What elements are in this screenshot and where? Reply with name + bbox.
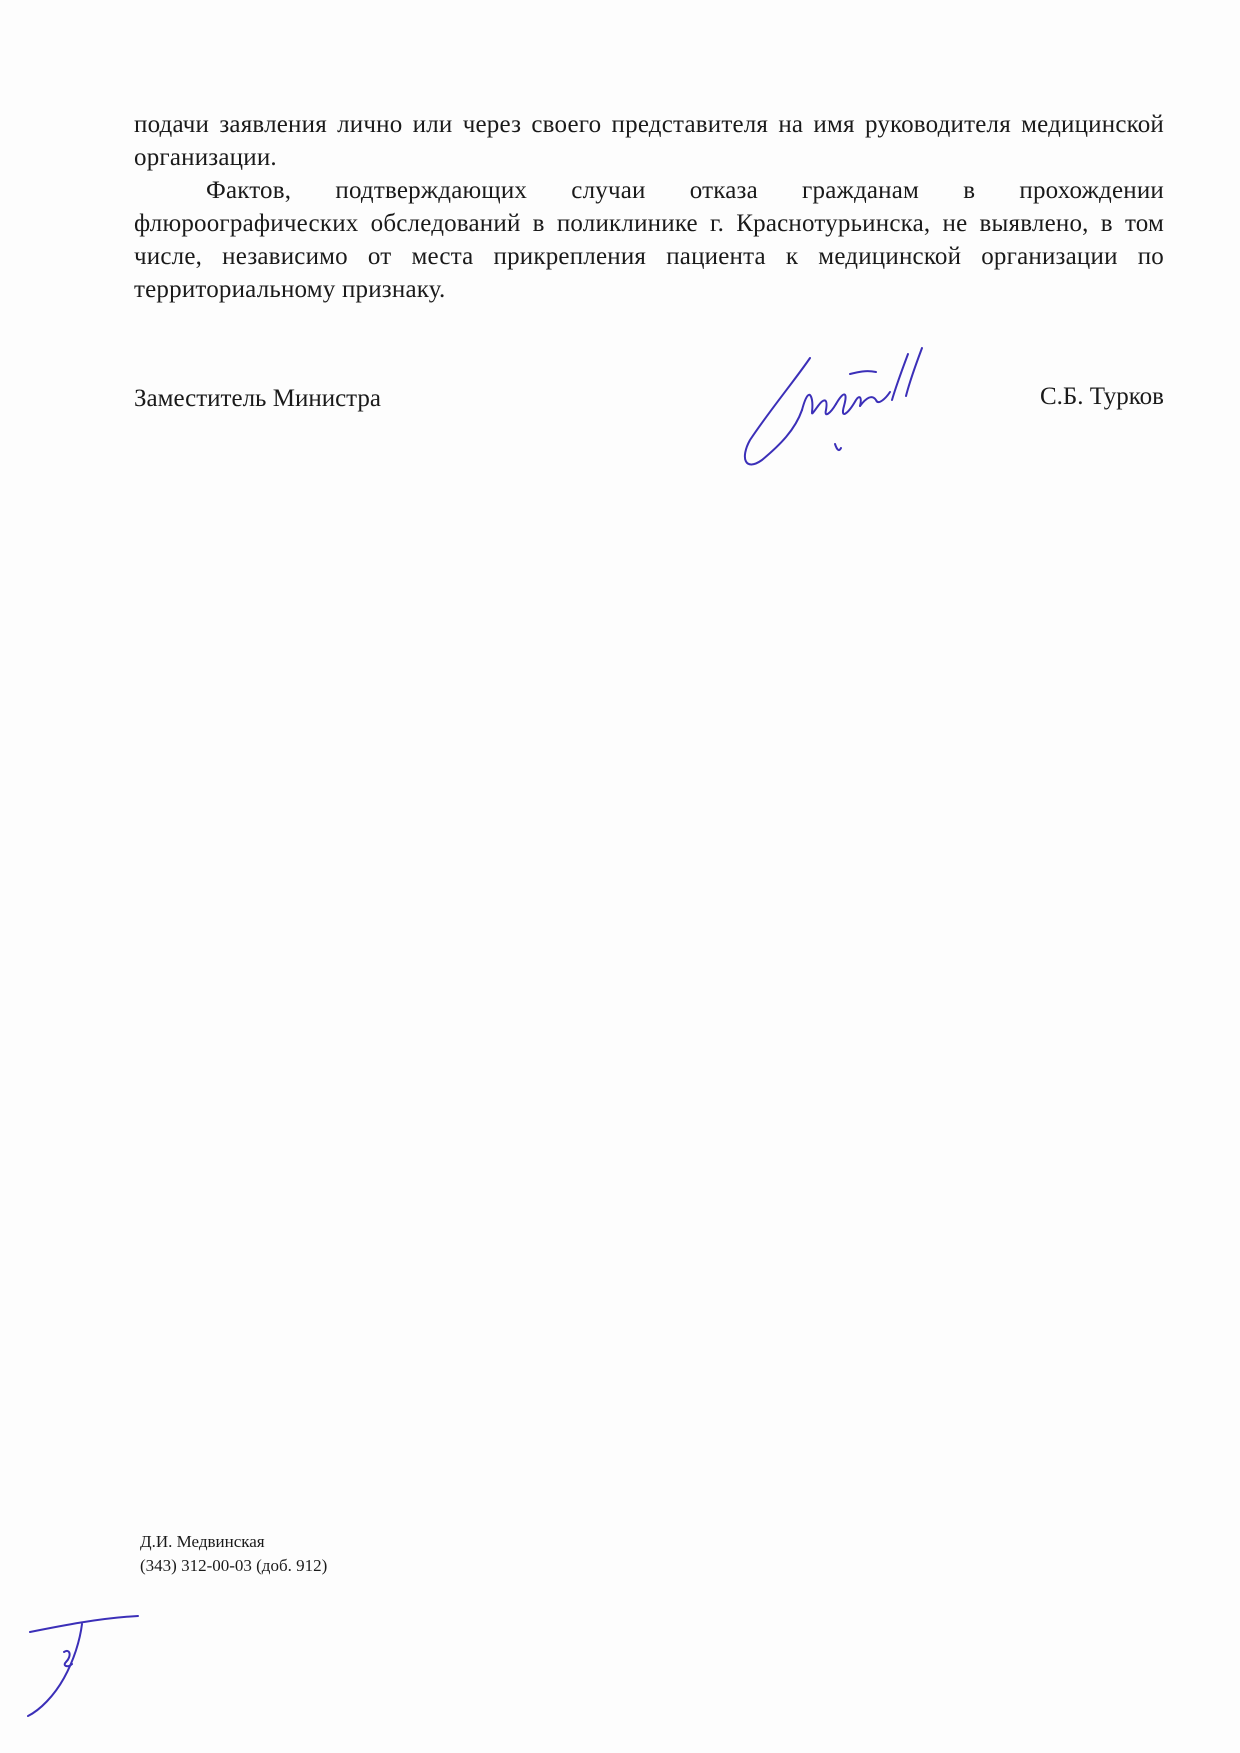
handwritten-initial-mark xyxy=(20,1600,150,1720)
letter-body xyxy=(134,108,1164,306)
paragraph-continuation: подачи заявления лично или через своего представителя на имя руководителя медицинской организации. xyxy=(134,111,1164,171)
signer-name: С.Б. Турков xyxy=(1040,383,1164,410)
executor-name: Д.И. Медвинская xyxy=(140,1532,265,1551)
executor-phone: (343) 312-00-03 (доб. 912) xyxy=(140,1556,328,1575)
handwritten-signature xyxy=(740,340,980,490)
paragraph-findings: Фактов, подтверждающих случаи отказа гражданам в прохождении флюроографических обследований в поликлинике г. Краснотурьинска, не выявлено, в том числе, независимо от места прикрепления пациента к медицинской организации по территориальному признаку. xyxy=(134,177,1164,303)
signer-position: Заместитель Министра xyxy=(134,385,381,412)
executor-info xyxy=(140,1530,327,1578)
